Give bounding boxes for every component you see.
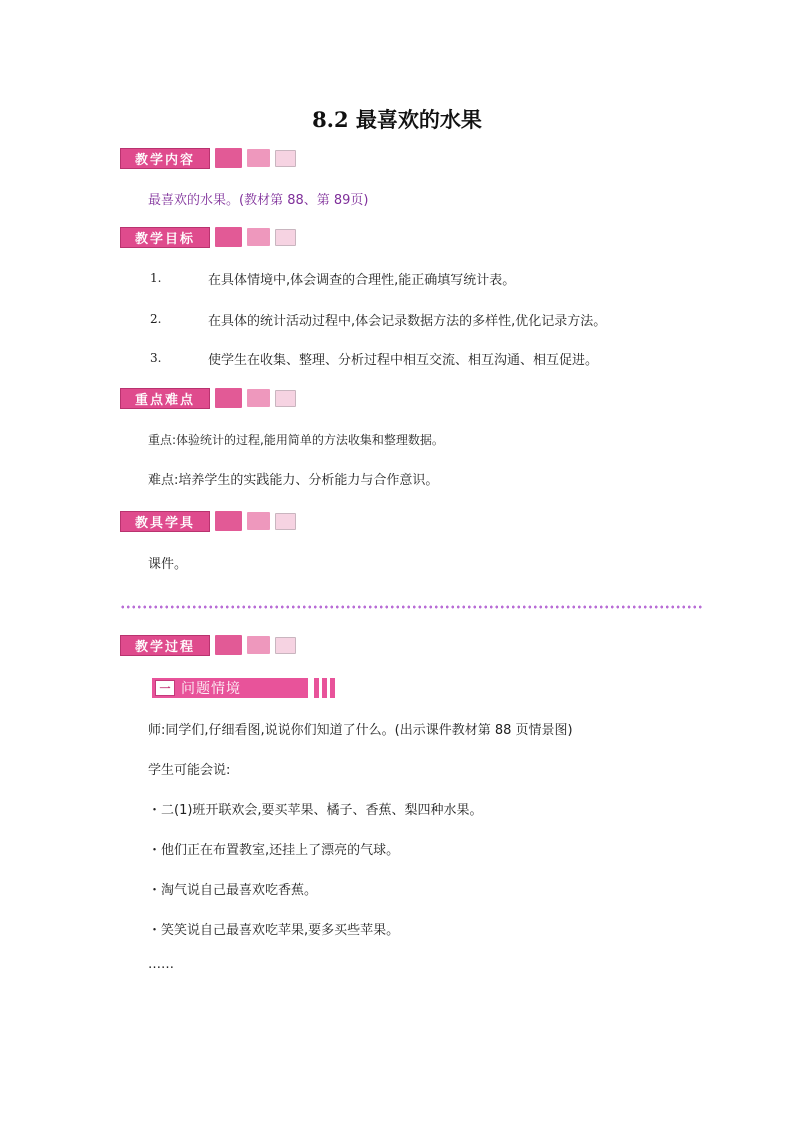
process-line: ・他们正在布置教室,还挂上了漂亮的气球。 xyxy=(148,843,400,858)
goal-text: 使学生在收集、整理、分析过程中相互交流、相互沟通、相互促进。 xyxy=(208,353,599,368)
decor-square xyxy=(247,389,270,407)
decor-square xyxy=(215,511,242,531)
process-line: …… xyxy=(148,957,174,972)
section-label: 教学目标 xyxy=(120,227,210,248)
decor-square xyxy=(275,150,296,167)
key-point-text: 重点:体验统计的过程,能用简单的方法收集和整理数据。 xyxy=(148,433,444,447)
difficulty-text: 难点:培养学生的实践能力、分析能力与合作意识。 xyxy=(148,473,439,488)
page-title: 8.2 最喜欢的水果 xyxy=(312,107,482,132)
subsection-number: 一 xyxy=(155,680,175,696)
decor-square xyxy=(275,513,296,530)
decor-square xyxy=(275,390,296,407)
section-header-process xyxy=(120,634,296,656)
process-line: ・二(1)班开联欢会,要买苹果、橘子、香蕉、梨四种水果。 xyxy=(148,803,483,818)
decor-square xyxy=(215,635,242,655)
section-header-tools xyxy=(120,510,296,532)
process-line: 学生可能会说: xyxy=(148,763,231,778)
section-header-key-points xyxy=(120,387,296,409)
goal-number: 3. xyxy=(150,351,162,365)
goal-number: 1. xyxy=(150,271,162,285)
decor-square xyxy=(275,637,296,654)
subsection-label-box xyxy=(152,678,308,698)
process-line: 师:同学们,仔细看图,说说你们知道了什么。(出示课件教材第 88 页情景图) xyxy=(148,723,573,738)
section-header-content xyxy=(120,147,296,169)
decor-bar xyxy=(322,678,327,698)
goal-text: 在具体情境中,体会调查的合理性,能正确填写统计表。 xyxy=(208,273,516,288)
decor-square xyxy=(215,227,242,247)
subsection-label: 问题情境 xyxy=(181,680,241,697)
decor-square xyxy=(247,228,270,246)
decor-square xyxy=(247,512,270,530)
decor-square xyxy=(215,388,242,408)
decor-square xyxy=(275,229,296,246)
decor-square xyxy=(215,148,242,168)
process-line: ・淘气说自己最喜欢吃香蕉。 xyxy=(148,883,318,898)
star-divider xyxy=(120,602,702,612)
goal-number: 2. xyxy=(150,312,162,326)
section-header-goals xyxy=(120,226,296,248)
subsection-header xyxy=(152,677,335,698)
section-label: 教学过程 xyxy=(120,635,210,656)
process-line: ・笑笑说自己最喜欢吃苹果,要多买些苹果。 xyxy=(148,923,400,938)
decor-square xyxy=(247,149,270,167)
section-label: 教具学具 xyxy=(120,511,210,532)
section-label: 教学内容 xyxy=(120,148,210,169)
decor-bar xyxy=(330,678,335,698)
decor-bar xyxy=(314,678,319,698)
content-text: 最喜欢的水果。(教材第 88、第 89页) xyxy=(148,193,369,208)
goal-text: 在具体的统计活动过程中,体会记录数据方法的多样性,优化记录方法。 xyxy=(208,314,607,329)
tools-text: 课件。 xyxy=(148,557,188,572)
decor-square xyxy=(247,636,270,654)
section-label: 重点难点 xyxy=(120,388,210,409)
